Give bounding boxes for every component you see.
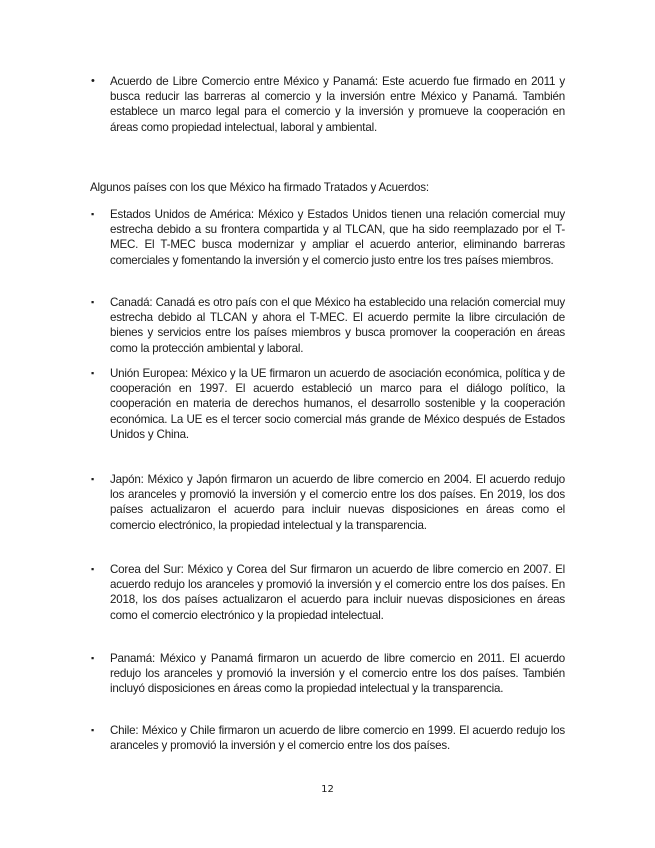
- list-item-text: Corea del Sur: México y Corea del Sur firmaron un acuerdo de libre comercio en 2007. El acuerdo redujo los aranceles y promovió la inversión y el comercio entre los dos países. En 2018, los dos países actualizaron el acuerdo para incluir nuevas disposiciones en áreas como el comercio electrónico y la propiedad intelectual.: [110, 563, 565, 622]
- list-item-panama-agreement: [93, 74, 565, 135]
- list-item: [93, 651, 565, 697]
- list-item: [93, 295, 565, 356]
- list-item-text: Estados Unidos de América: México y Estados Unidos tienen una relación comercial muy estrecha debido a su frontera compartida y al TLCAN, que ha sido reemplazado por el T-MEC. El T-MEC busca modernizar y ampliar el acuerdo anterior, eliminando barreras comerciales y fomentando la inversión y el comercio justo entre los tres países miembros.: [110, 208, 565, 267]
- country-item-usa: [93, 207, 565, 268]
- list-item: [93, 74, 565, 135]
- list-item-text: Acuerdo de Libre Comercio entre México y Panamá: Este acuerdo fue firmado en 2011 y busca reducir las barreras al comercio y la inversión entre México y Panamá. También establece un marco legal para el comercio y la inversión y promueve la cooperación en áreas como propiedad intelectual, laboral y ambiental.: [110, 75, 565, 134]
- list-item-text: Japón: México y Japón firmaron un acuerdo de libre comercio en 2004. El acuerdo redujo los aranceles y promovió la inversión y el comercio entre los dos países. En 2019, los dos países actualizaron el acuerdo para incluir nuevas disposiciones en áreas como el comercio electrónico, la propiedad intelectual y la transparencia.: [110, 473, 565, 532]
- list-item-text: Unión Europea: México y la UE firmaron un acuerdo de asociación económica, política y de cooperación en 1997. El acuerdo estableció un marco para el diálogo político, la cooperación en materia de derechos humanos, el desarrollo sostenible y la cooperación económica. La UE es el tercer socio comercial más grande de México después de Estados Unidos y China.: [110, 367, 565, 441]
- bullet-icon: ▪: [91, 564, 94, 574]
- bullet-icon: ▪: [91, 297, 94, 307]
- country-item-chile: [93, 723, 565, 753]
- country-item-canada: [93, 295, 565, 356]
- list-item-text: Chile: México y Chile firmaron un acuerdo de libre comercio en 1999. El acuerdo redujo los aranceles y promovió la inversión y el comercio entre los dos países.: [110, 724, 565, 753]
- list-item-text: Panamá: México y Panamá firmaron un acuerdo de libre comercio en 2011. El acuerdo redujo los aranceles y promovió la inversión y el comercio entre los dos países. También incluyó disposiciones en áreas como la propiedad intelectual y la transparencia.: [110, 652, 565, 696]
- country-item-japan: [93, 472, 565, 533]
- list-item-text: Canadá: Canadá es otro país con el que México ha establecido una relación comercial muy estrecha debido al TLCAN y ahora el T-MEC. El acuerdo permite la libre circulación de bienes y servicios entre los países miembros y busca promover la cooperación en áreas como la protección ambiental y laboral.: [110, 296, 565, 355]
- page-number: 12: [321, 784, 334, 795]
- bullet-icon: •: [91, 75, 95, 87]
- country-item-panama: [93, 651, 565, 697]
- bullet-icon: ▪: [91, 474, 94, 484]
- country-item-eu: [93, 366, 565, 442]
- list-item: [93, 472, 565, 533]
- bullet-icon: ▪: [91, 653, 94, 663]
- list-item: [93, 366, 565, 442]
- section-intro: Algunos países con los que México ha firmado Tratados y Acuerdos:: [90, 181, 429, 194]
- country-item-south-korea: [93, 562, 565, 623]
- list-item: [93, 207, 565, 268]
- list-item: [93, 723, 565, 753]
- bullet-icon: ▪: [91, 725, 94, 735]
- bullet-icon: ▪: [91, 368, 94, 378]
- list-item: [93, 562, 565, 623]
- bullet-icon: ▪: [91, 209, 94, 219]
